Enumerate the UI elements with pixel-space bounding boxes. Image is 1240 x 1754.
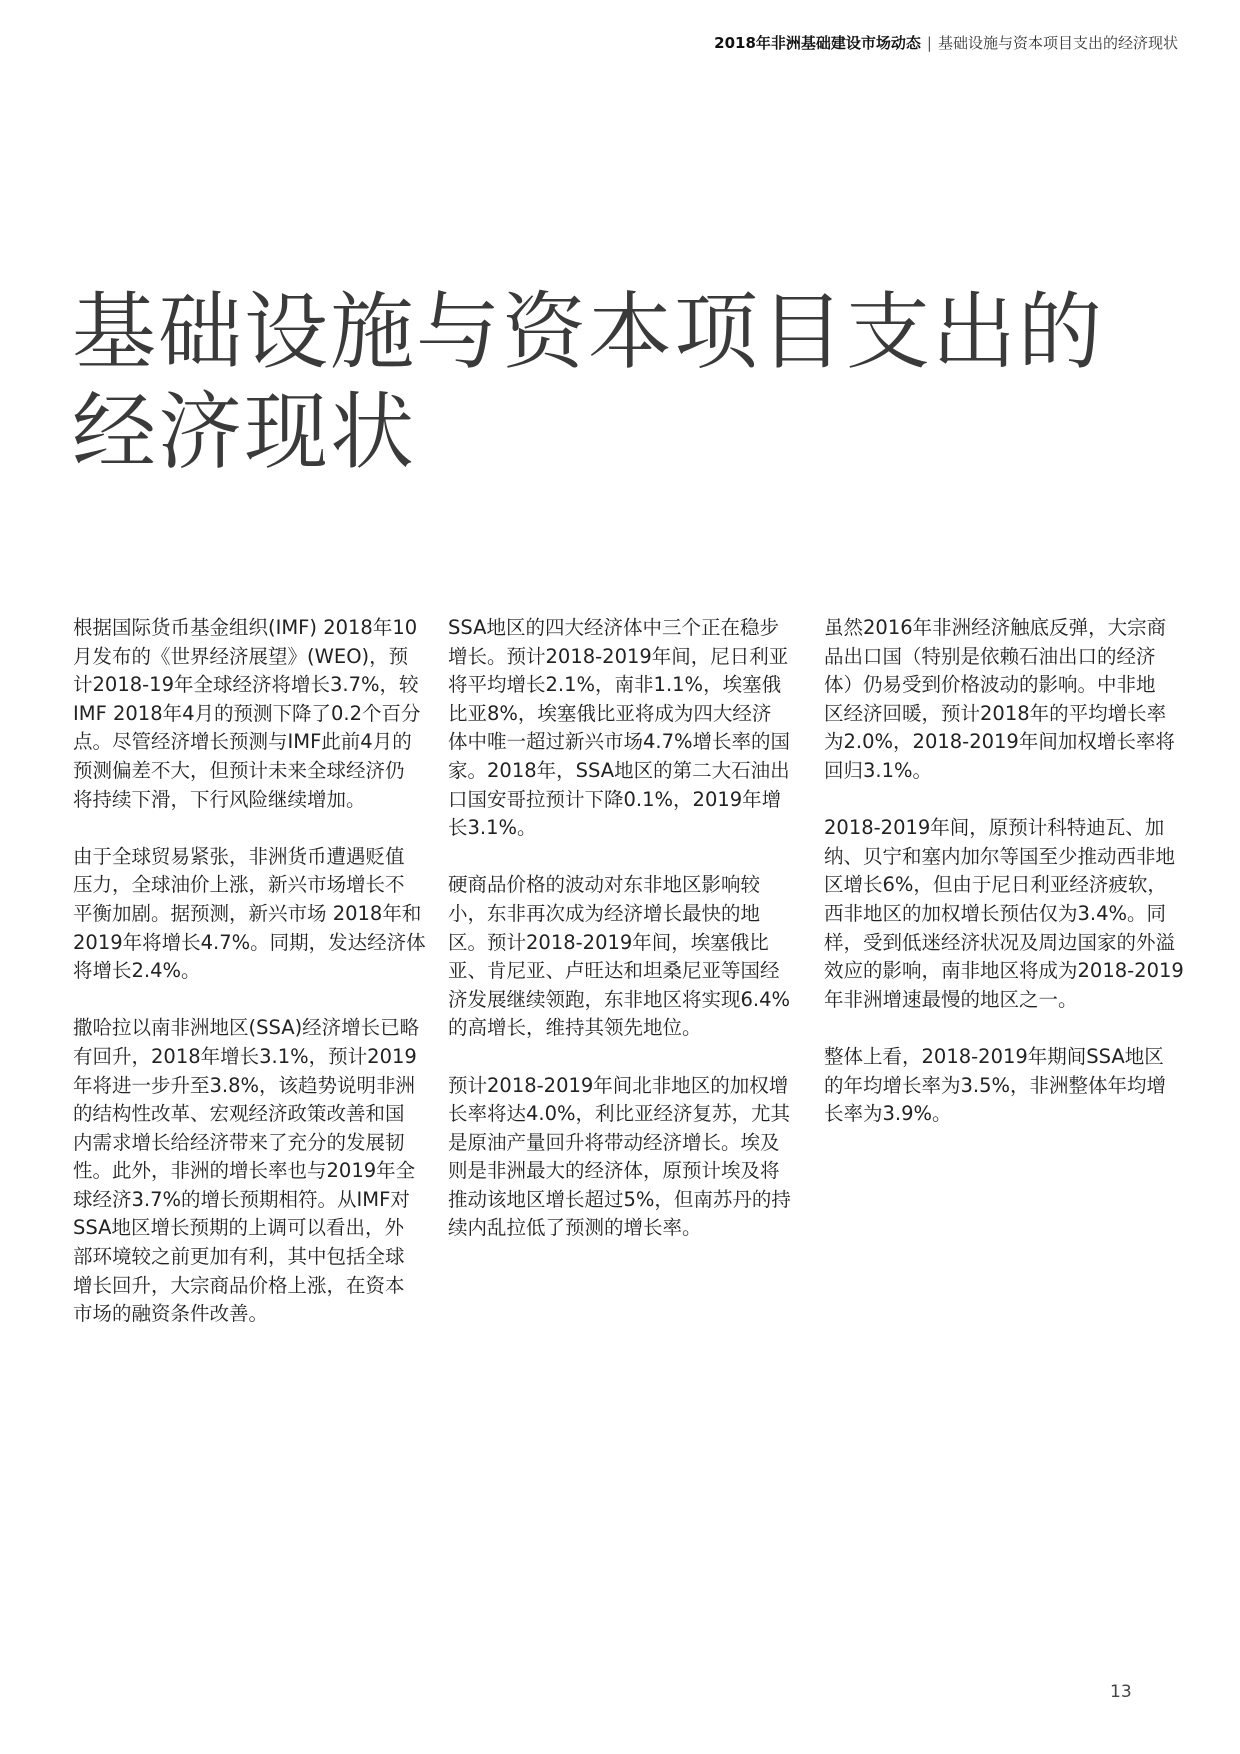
paragraph-line: 样，受到低迷经济状况及周边国家的外溢: [824, 930, 1176, 954]
paragraph-line: 的高增长，维持其领先地位。: [448, 1016, 702, 1040]
header-separator: |: [926, 34, 932, 52]
paragraph-line: 点。尽管经济增长预测与IMF此前4月的: [73, 730, 412, 754]
body-paragraph: [824, 1043, 1194, 1129]
paragraph-line: 2018-2019年间，原预计科特迪瓦、加: [824, 816, 1165, 840]
body-paragraph: [448, 1072, 818, 1244]
text-column-2: [448, 614, 818, 1272]
paragraph-line: 长率为3.9%。: [824, 1102, 952, 1126]
paragraph-line: 长率将达4.0%，利比亚经济复苏，尤其: [448, 1102, 791, 1126]
paragraph-line: 由于全球贸易紧张，非洲货币遭遇贬值: [73, 844, 405, 868]
body-paragraph: [448, 871, 818, 1043]
page-title-line: 基础设施与资本项目支出的: [72, 283, 1105, 381]
paragraph-line: SSA地区的四大经济体中三个正在稳步: [448, 616, 779, 639]
paragraph-line: 推动该地区增长超过5%，但南苏丹的持: [448, 1187, 791, 1211]
paragraph-line: 体中唯一超过新兴市场4.7%增长率的国: [448, 730, 791, 754]
paragraph-line: 亚、肯尼亚、卢旺达和坦桑尼亚等国经: [448, 959, 780, 983]
body-paragraph: [448, 614, 818, 843]
paragraph-line: 预计2018-2019年间北非地区的加权增: [448, 1073, 789, 1097]
paragraph-line: 部环境较之前更加有利，其中包括全球: [73, 1245, 405, 1269]
paragraph-line: 硬商品价格的波动对东非地区影响较: [448, 873, 761, 897]
paragraph-line: 是原油产量回升将带动经济增长。埃及: [448, 1130, 780, 1154]
paragraph-line: 有回升，2018年增长3.1%，预计2019: [73, 1044, 417, 1068]
paragraph-line: 2019年将增长4.7%。同期，发达经济体: [73, 930, 426, 954]
paragraph-line: 区增长6%，但由于尼日利亚经济疲软，: [824, 873, 1167, 897]
paragraph-line: 球经济3.7%的增长预期相符。从IMF对: [73, 1187, 410, 1211]
body-paragraph: [73, 843, 443, 986]
paragraph-line: 将平均增长2.1%，南非1.1%，埃塞俄: [448, 673, 782, 697]
paragraph-line: 将持续下滑，下行风险继续增加。: [73, 787, 366, 811]
paragraph-line: 年非洲增速最慢的地区之一。: [824, 987, 1078, 1011]
paragraph-line: 计2018-19年全球经济将增长3.7%，较: [73, 673, 419, 697]
paragraph-line: 平衡加剧。据预测，新兴市场 2018年和: [73, 901, 422, 925]
paragraph-line: 年将进一步升至3.8%，该趋势说明非洲: [73, 1073, 416, 1097]
page-title-line: 经济现状: [72, 383, 417, 481]
running-header: [714, 32, 1178, 53]
paragraph-line: 品出口国（特别是依赖石油出口的经济: [824, 644, 1156, 668]
paragraph-line: 内需求增长给经济带来了充分的发展韧: [73, 1130, 405, 1154]
text-column-3: [824, 614, 1194, 1157]
paragraph-line: 回归3.1%。: [824, 758, 933, 782]
paragraph-line: 压力，全球油价上涨，新兴市场增长不: [73, 873, 405, 897]
paragraph-line: 为2.0%，2018-2019年间加权增长率将: [824, 730, 1175, 754]
paragraph-line: SSA地区增长预期的上调可以看出，外: [73, 1216, 404, 1240]
paragraph-line: 虽然2016年非洲经济触底反弹，大宗商: [824, 616, 1167, 639]
paragraph-line: 撒哈拉以南非洲地区(SSA)经济增长已略: [73, 1016, 420, 1040]
paragraph-line: 纳、贝宁和塞内加尔等国至少推动西非地: [824, 844, 1176, 868]
page-title: [72, 282, 1104, 482]
section-title: 基础设施与资本项目支出的经济现状: [937, 34, 1178, 52]
paragraph-line: 比亚8%，埃塞俄比亚将成为四大经济: [448, 701, 772, 725]
paragraph-line: 根据国际货币基金组织(IMF) 2018年10: [73, 616, 418, 639]
paragraph-line: 区。预计2018-2019年间，埃塞俄比: [448, 930, 769, 954]
paragraph-line: 市场的融资条件改善。: [73, 1302, 269, 1326]
paragraph-line: 性。此外，非洲的增长率也与2019年全: [73, 1159, 416, 1183]
paragraph-line: 体）仍易受到价格波动的影响。中非地: [824, 673, 1156, 697]
paragraph-line: 效应的影响，南非地区将成为2018-2019: [824, 959, 1184, 983]
paragraph-line: 家。2018年，SSA地区的第二大石油出: [448, 758, 790, 782]
paragraph-line: 则是非洲最大的经济体，原预计埃及将: [448, 1159, 780, 1183]
body-paragraph: [73, 1014, 443, 1329]
paragraph-line: 的结构性改革、宏观经济政策改善和国: [73, 1102, 405, 1126]
paragraph-line: 整体上看，2018-2019年期间SSA地区: [824, 1044, 1164, 1068]
paragraph-line: 小，东非再次成为经济增长最快的地: [448, 901, 761, 925]
paragraph-line: 济发展继续领跑，东非地区将实现6.4%: [448, 987, 791, 1011]
body-paragraph: [73, 614, 443, 814]
paragraph-line: 的年均增长率为3.5%，非洲整体年均增: [824, 1073, 1167, 1097]
paragraph-line: 增长。预计2018-2019年间，尼日利亚: [448, 644, 789, 668]
body-paragraph: [824, 614, 1194, 786]
body-paragraph: [824, 814, 1194, 1014]
paragraph-line: IMF 2018年4月的预测下降了0.2个百分: [73, 701, 421, 725]
paragraph-line: 西非地区的加权增长预估仅为3.4%。同: [824, 901, 1167, 925]
paragraph-line: 月发布的《世界经济展望》(WEO)，预: [73, 644, 409, 668]
paragraph-line: 将增长2.4%。: [73, 959, 201, 983]
page-number: 13: [1110, 1682, 1132, 1702]
paragraph-line: 长3.1%。: [448, 816, 537, 840]
report-title: 2018年非洲基础建设市场动态: [714, 34, 921, 52]
paragraph-line: 口国安哥拉预计下降0.1%，2019年增: [448, 787, 782, 811]
text-column-1: [73, 614, 443, 1357]
paragraph-line: 增长回升，大宗商品价格上涨，在资本: [73, 1273, 405, 1297]
paragraph-line: 续内乱拉低了预测的增长率。: [448, 1216, 702, 1240]
paragraph-line: 区经济回暖，预计2018年的平均增长率: [824, 701, 1167, 725]
paragraph-line: 预测偏差不大，但预计未来全球经济仍: [73, 758, 405, 782]
